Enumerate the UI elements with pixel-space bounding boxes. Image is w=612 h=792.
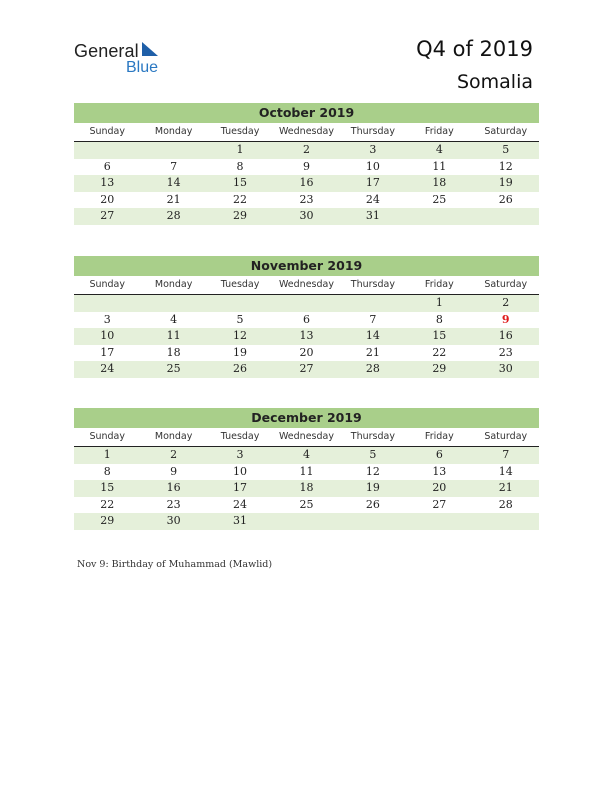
day-cell [74, 142, 140, 159]
day-cell: 29 [233, 209, 248, 223]
day-cell: 15 [100, 481, 115, 495]
day-cell: 26 [498, 192, 513, 206]
weekday-label: Sunday [89, 431, 125, 442]
month-calendar-november [74, 256, 539, 378]
week-row [74, 192, 539, 209]
day-cell: 21 [365, 345, 380, 359]
day-cell: 31 [365, 209, 380, 223]
day-cell: 5 [502, 143, 510, 156]
day-cell: 22 [233, 192, 248, 206]
day-cell: 19 [233, 345, 248, 359]
weekday-header-row [74, 428, 539, 447]
day-cell: 16 [299, 176, 314, 190]
week-row [74, 361, 539, 378]
week-row [74, 159, 539, 176]
week-row [74, 464, 539, 481]
weekday-label: Thursday [350, 126, 395, 137]
day-cell: 9 [302, 159, 310, 173]
day-cell: 26 [365, 497, 380, 511]
day-cell: 9 [170, 464, 178, 478]
day-cell: 24 [233, 497, 248, 511]
day-cell [473, 513, 539, 530]
day-cell: 11 [166, 329, 181, 343]
day-cell: 30 [166, 514, 181, 528]
weekday-label: Sunday [89, 279, 125, 290]
day-cell: 27 [100, 209, 115, 223]
weekday-label: Monday [154, 126, 193, 137]
day-cell: 28 [498, 497, 513, 511]
day-cell: 4 [302, 448, 310, 461]
week-row [74, 142, 539, 159]
weekday-label: Monday [154, 431, 193, 442]
day-cell: 12 [233, 329, 248, 343]
day-cell: 11 [299, 464, 314, 478]
weekday-label: Thursday [350, 279, 395, 290]
day-cell: 28 [365, 362, 380, 376]
logo-triangle-icon [142, 42, 162, 60]
day-cell: 10 [365, 159, 380, 173]
day-cell: 28 [166, 209, 181, 223]
weekday-label: Wednesday [278, 279, 334, 290]
day-cell [340, 513, 406, 530]
week-row [74, 480, 539, 497]
day-cell: 11 [432, 159, 447, 173]
day-cell: 14 [166, 176, 181, 190]
day-cell: 30 [299, 209, 314, 223]
day-cell: 6 [435, 448, 443, 461]
day-cell [406, 208, 472, 225]
day-cell: 18 [432, 176, 447, 190]
day-cell: 14 [498, 464, 513, 478]
day-cell: 13 [100, 176, 115, 190]
week-row [74, 497, 539, 514]
day-cell: 7 [170, 159, 178, 173]
day-cell: 30 [498, 362, 513, 376]
day-cell: 12 [498, 159, 513, 173]
day-cell: 22 [100, 497, 115, 511]
day-cell: 23 [498, 345, 513, 359]
day-cell: 14 [365, 329, 380, 343]
week-row [74, 175, 539, 192]
day-cell: 6 [103, 159, 111, 173]
quarter-title: Q4 of 2019 [416, 37, 533, 61]
day-cell: 2 [302, 143, 310, 156]
day-cell: 17 [233, 481, 248, 495]
week-row [74, 295, 539, 312]
weekday-header-row [74, 276, 539, 295]
month-title: December 2019 [74, 408, 539, 428]
day-cell: 29 [432, 362, 447, 376]
day-cell: 19 [365, 481, 380, 495]
day-cell: 15 [233, 176, 248, 190]
day-cell: 29 [100, 514, 115, 528]
day-cell: 20 [432, 481, 447, 495]
day-cell: 18 [166, 345, 181, 359]
day-cell: 1 [236, 143, 244, 156]
day-cell: 13 [432, 464, 447, 478]
weekday-label: Friday [424, 431, 454, 442]
day-cell: 10 [233, 464, 248, 478]
day-cell: 10 [100, 329, 115, 343]
day-cell: 3 [103, 312, 111, 326]
day-cell: 6 [302, 312, 310, 326]
day-cell: 17 [365, 176, 380, 190]
holiday-note: Nov 9: Birthday of Muhammad (Mawlid) [77, 559, 273, 570]
day-cell: 27 [432, 497, 447, 511]
day-cell [207, 295, 273, 312]
logo-blue-text: Blue [126, 59, 159, 76]
day-cell: 4 [170, 312, 178, 326]
weekday-header-row [74, 123, 539, 142]
day-cell: 25 [432, 192, 447, 206]
day-cell: 20 [299, 345, 314, 359]
day-cell: 1 [103, 448, 111, 461]
day-cell: 2 [502, 296, 510, 309]
month-title: October 2019 [74, 103, 539, 123]
week-row [74, 447, 539, 464]
day-cell: 8 [103, 464, 111, 478]
day-cell: 8 [435, 312, 443, 326]
week-row [74, 312, 539, 329]
weekday-label: Friday [424, 279, 454, 290]
country-name: Somalia [456, 71, 533, 93]
day-cell: 24 [365, 192, 380, 206]
week-row [74, 208, 539, 225]
day-cell [140, 295, 206, 312]
weekday-label: Tuesday [220, 279, 260, 290]
day-cell: 4 [435, 143, 443, 156]
day-cell: 26 [233, 362, 248, 376]
day-cell: 16 [166, 481, 181, 495]
day-cell: 12 [365, 464, 380, 478]
day-cell: 3 [236, 448, 244, 461]
week-row [74, 328, 539, 345]
logo-general-text: General [74, 41, 139, 61]
day-cell: 19 [498, 176, 513, 190]
month-calendar-december [74, 408, 539, 530]
weekday-label: Tuesday [220, 431, 260, 442]
day-cell: 5 [369, 448, 377, 461]
day-cell: 17 [100, 345, 115, 359]
weekday-label: Tuesday [220, 126, 260, 137]
day-cell: 24 [100, 362, 115, 376]
month-title: November 2019 [74, 256, 539, 276]
weekday-label: Saturday [484, 126, 528, 137]
month-calendar-october [74, 103, 539, 225]
week-row [74, 345, 539, 362]
day-cell: 16 [498, 329, 513, 343]
weekday-label: Wednesday [278, 126, 334, 137]
day-cell: 22 [432, 345, 447, 359]
day-cell: 5 [236, 312, 244, 326]
day-cell [140, 142, 206, 159]
weekday-label: Sunday [89, 126, 125, 137]
day-cell: 25 [299, 497, 314, 511]
week-row [74, 513, 539, 530]
day-cell: 18 [299, 481, 314, 495]
weekday-label: Monday [154, 279, 193, 290]
day-cell: 15 [432, 329, 447, 343]
day-cell [273, 513, 339, 530]
day-cell: 20 [100, 192, 115, 206]
day-cell: 31 [233, 514, 248, 528]
day-cell [473, 208, 539, 225]
weekday-label: Thursday [350, 431, 395, 442]
day-cell: 3 [369, 143, 377, 156]
day-cell: 23 [166, 497, 181, 511]
day-cell: 8 [236, 159, 244, 173]
day-cell: 13 [299, 329, 314, 343]
day-cell: 27 [299, 362, 314, 376]
day-cell: 2 [170, 448, 178, 461]
day-cell: 23 [299, 192, 314, 206]
day-cell [340, 295, 406, 312]
weekday-label: Wednesday [278, 431, 334, 442]
weekday-label: Saturday [484, 431, 528, 442]
day-cell: 1 [435, 296, 443, 309]
weekday-label: Friday [424, 126, 454, 137]
weekday-label: Saturday [484, 279, 528, 290]
day-cell [406, 513, 472, 530]
day-cell: 21 [166, 192, 181, 206]
day-cell [273, 295, 339, 312]
day-cell: 7 [369, 312, 377, 326]
day-cell: 25 [166, 362, 181, 376]
day-cell: 7 [502, 448, 510, 461]
day-cell: 21 [498, 481, 513, 495]
day-cell: 9 [501, 312, 510, 326]
logo [74, 41, 159, 76]
day-cell [74, 295, 140, 312]
